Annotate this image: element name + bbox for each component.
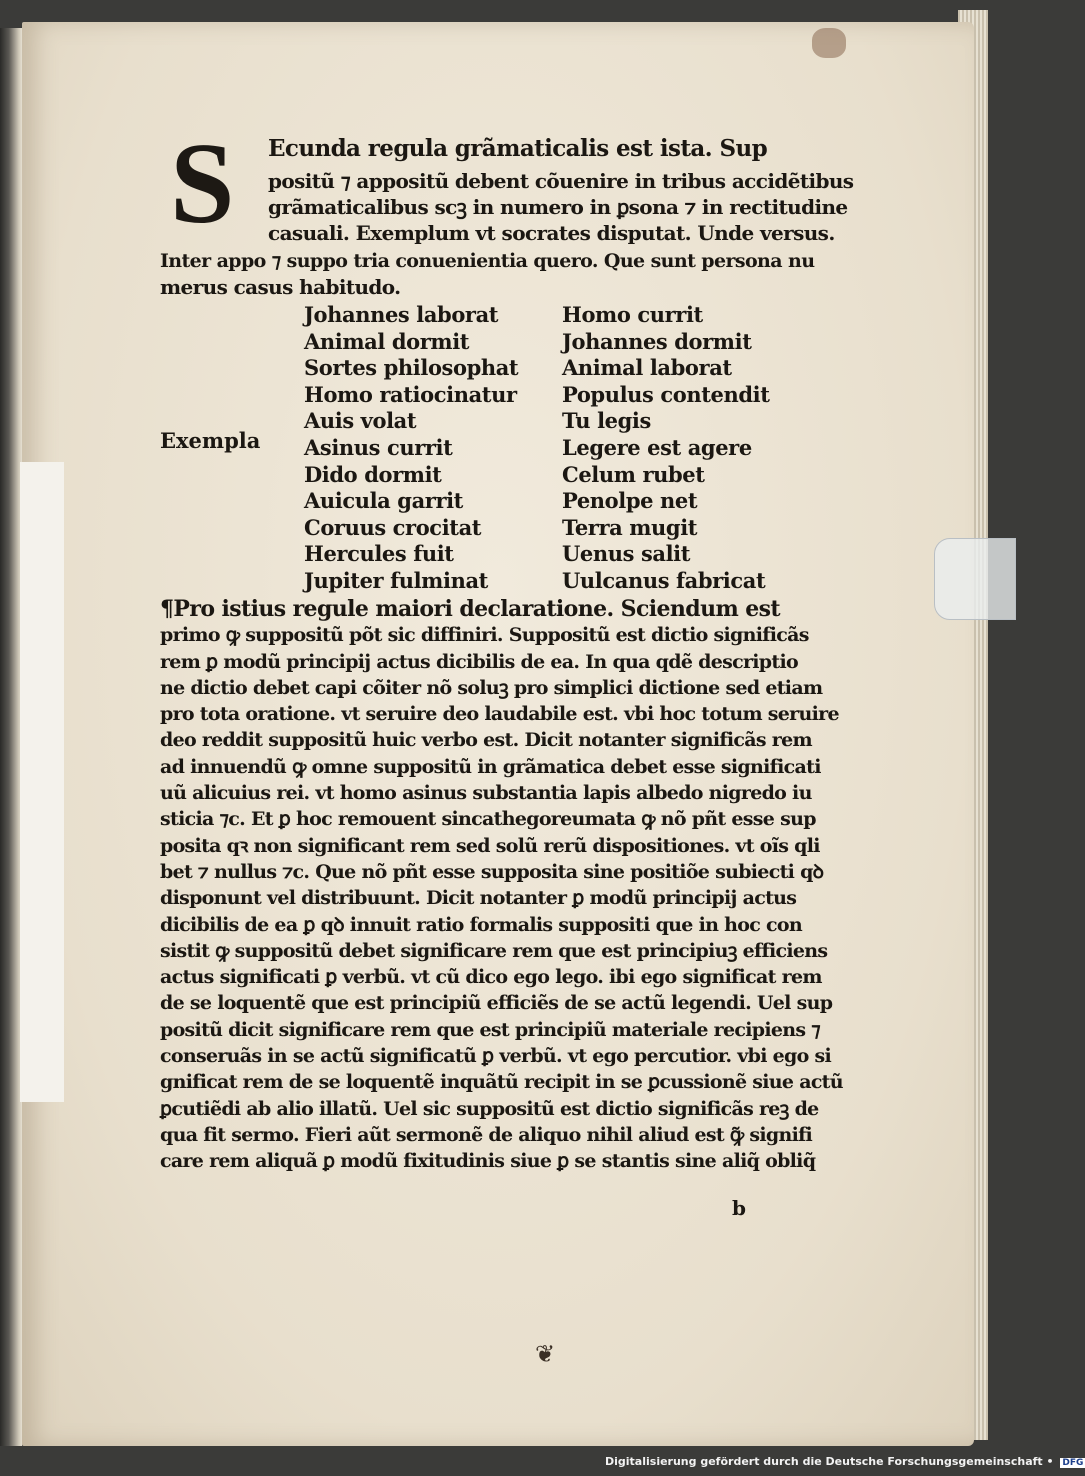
body-line: ne dictio debet capi cõiter nõ soluꝫ pro simplici dictione sed etiam (160, 676, 823, 699)
example-item: Johannes laborat (304, 302, 499, 327)
body-line: deo reddit suppositũ huic verbo est. Dicit notanter significãs rem (160, 729, 812, 752)
example-item: Homo currit (562, 302, 703, 327)
intro-line: casuali. Exemplum vt socrates disputat. Unde versus. (268, 221, 835, 245)
example-item: Auis volat (304, 408, 417, 434)
example-item: Uenus salit (562, 541, 691, 567)
body-line: disponunt vel distribuunt. Dicit notanter ꝑ modũ principij actus (160, 887, 797, 910)
book-spine-edge (0, 28, 22, 1446)
example-item: Animal dormit (304, 328, 470, 354)
body-line: primo ꝙ suppositũ põt sic diffiniri. Suppositũ est dictio significãs (160, 624, 809, 647)
body-line: positũ dicit significare rem que est principiũ materiale recipiens ⁊ (160, 1018, 821, 1041)
credit-separator: • (1046, 1455, 1054, 1468)
body-line: bet ⁊ nullus ⁊c. Que nõ pñt esse supposita sine positiõe subiecti qꝺ (160, 860, 824, 883)
intro-line: grãmaticalibus scꝫ in numero in ꝑsona ⁊ in rectitudine (268, 195, 848, 219)
examples-left-column (304, 302, 518, 595)
credit-text: Digitalisierung gefördert durch die Deutsche Forschungsgemeinschaft (605, 1455, 1043, 1468)
drop-cap: S (170, 120, 235, 248)
body-line: gnificat rem de se loquentẽ inquãtũ recipit in se ꝑcussionẽ siue actũ (160, 1071, 843, 1094)
example-item: Tu legis (562, 408, 651, 434)
example-item: Dido dormit (304, 461, 442, 487)
example-item: Terra mugit (562, 514, 698, 540)
body-paragraph (160, 596, 843, 1175)
example-item: Jupiter fulminat (304, 567, 488, 593)
example-item: Coruus crocitat (304, 514, 482, 540)
examples-right-column (562, 302, 770, 595)
signature-mark: b (732, 1196, 746, 1220)
page-clip (934, 538, 1016, 620)
body-line: actus significati ꝑ verbũ. vt cũ dico ego lego. ibi ego significat rem (160, 966, 822, 989)
body-line: care rem aliquã ꝑ modũ fixitudinis siue ꝑ se stantis sine aliq̃ obliq̃ (160, 1150, 816, 1173)
body-line: uũ alicuius rei. vt homo asinus substantia lapis albedo nigredo iu (160, 782, 812, 805)
body-line: sistit ꝙ suppositũ debet significare rem que est principiuꝫ efficiens (160, 939, 828, 962)
body-line: de se loquentẽ que est principiũ efficiẽs de se actũ legendi. Uel sup (160, 992, 833, 1015)
example-item: Johannes dormit (562, 328, 752, 354)
body-line: sticia ⁊c. Et ꝑ hoc remouent sincathegoreumata ꝙ nõ pñt esse sup (160, 808, 816, 831)
example-item: Populus contendit (562, 381, 770, 407)
dfg-logo: DFG (1062, 1458, 1084, 1468)
intro-line: Ecunda regula grãmaticalis est ista. Sup (268, 135, 768, 162)
example-item: Uulcanus fabricat (562, 567, 766, 593)
example-item: Celum rubet (562, 461, 705, 487)
example-item: Asinus currit (304, 434, 453, 460)
body-line: ꝑcutiẽdi ab alio illatũ. Uel sic suppositũ est dictio significãs reꝫ de (160, 1097, 819, 1120)
body-line: pro tota oratione. vt seruire deo laudabile est. vbi hoc totum seruire (160, 703, 839, 726)
example-item: Legere est agere (562, 434, 752, 460)
example-item: Sortes philosophat (304, 355, 519, 381)
paper-stain (812, 28, 846, 58)
intro-line: merus casus habitudo. (160, 275, 401, 299)
ornament-flourish: ❦ (535, 1340, 556, 1368)
intro-line: Inter appo ⁊ suppo tria conuenientia quero. Que sunt persona nu (160, 250, 815, 272)
body-line: ad innuendũ ꝙ omne suppositũ in grãmatica debet esse significati (160, 755, 821, 778)
digitization-credit (605, 1455, 1085, 1468)
intro-line: positũ ⁊ appositũ debent cõuenire in tribus accidẽtibus (268, 169, 854, 193)
example-item: Homo ratiocinatur (304, 381, 517, 407)
example-item: Penolpe net (562, 488, 698, 514)
example-item: Auicula garrit (304, 488, 463, 514)
paper-slip (20, 462, 64, 1102)
body-line: ¶Pro istius regule maiori declaratione. Sciendum est (160, 596, 780, 622)
body-line: rem ꝑ modũ principij actus dicibilis de ea. In qua qdẽ descriptio (160, 650, 798, 673)
body-line: posita qꝛ non significant rem sed solũ rerũ dispositiones. vt oĩs qli (160, 834, 820, 857)
body-line: qua fit sermo. Fieri aũt sermonẽ de aliquo nihil aliud est ꝙ̃ signifi (160, 1123, 813, 1146)
body-line: dicibilis de ea ꝑ qꝺ innuit ratio formalis suppositi que in hoc con (160, 913, 802, 936)
body-line: conseruãs in se actũ significatũ ꝑ verbũ. vt ego percutior. vbi ego si (160, 1045, 832, 1068)
example-item: Animal laborat (562, 355, 732, 381)
example-item: Hercules fuit (304, 541, 454, 567)
examples-label: Exempla (160, 428, 261, 453)
